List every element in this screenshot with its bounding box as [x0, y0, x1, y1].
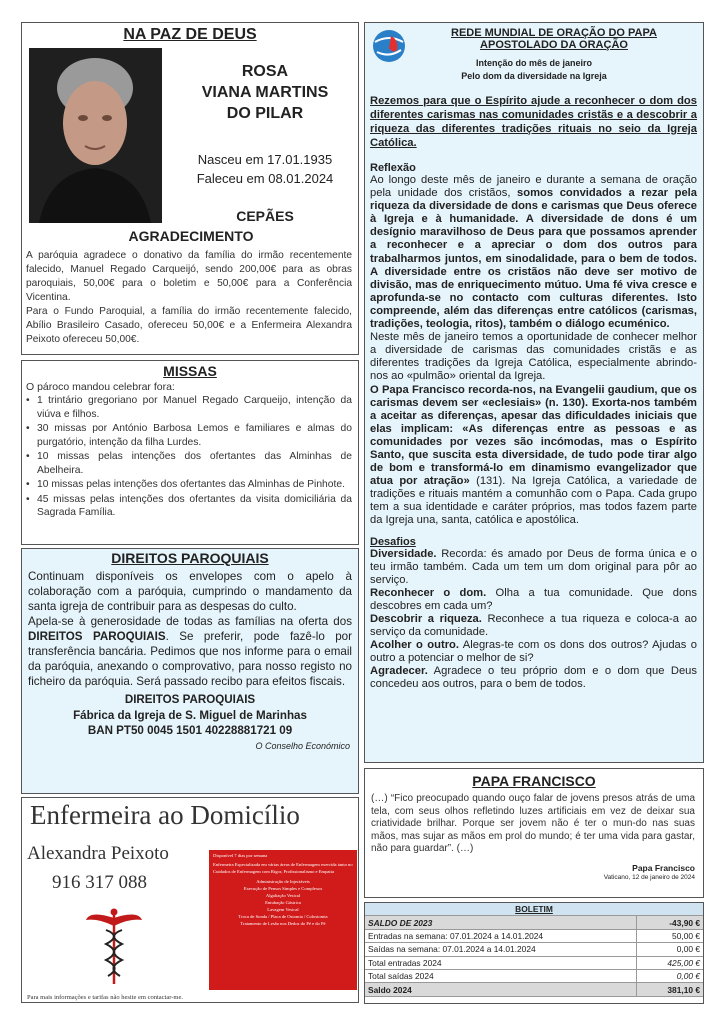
row-label: SALDO DE 2023 [365, 916, 637, 929]
row-label: Total entradas 2024 [365, 956, 637, 969]
obituary-panel [21, 22, 359, 355]
prayer-network-panel [364, 22, 704, 763]
table-row [365, 943, 703, 956]
table-row [365, 929, 703, 942]
service-line: Disponível 7 dias por semana [213, 853, 268, 858]
missas-list [26, 394, 352, 520]
reflexao-paragraph-3: O Papa Francisco recorda-nos, na Evangelii gaudium, que os carismas devem ser «eclesiais» (n. 130). Exorta-nos também a aceitar as diferenças, apesar das dificuldades iniciais que elas implicam: «As diferenças entre as pessoas e as comunidades por vezes são incómodas, mas o Espírito Santo, que suscita esta diversidade, de tudo pode tirar algo de bom e transformá-lo em dinamismo evangelizador que atua por atração» (131). Na Igreja Católica, a variedade de tradições e rituais mantém a comunhão com o Papa. Cada grupo tem a sua identidade e caráter próprios, mas todos fazem parte da Igreja una, santa, católica e apostólica. [370, 383, 698, 527]
dates [170, 150, 360, 188]
reflexao-paragraph-2: Neste mês de janeiro temos a oportunidade de conhecer melhor a diversidade de carismas das comunidades cristãs e as diferentes tradições da Igreja Católica, especialmente abrindo-nos ao «pulmão» oriental da Igreja. [370, 331, 697, 383]
direitos-title: DIREITOS PAROQUIAIS [111, 550, 269, 566]
deceased-name [170, 61, 360, 124]
service-line: Lavagem Vesical [267, 907, 299, 912]
title-line-2: APOSTOLADO DA ORAÇÃO [480, 39, 628, 51]
table-header [365, 903, 703, 916]
subtitle-line-1: Intenção do mês de janeiro [475, 58, 593, 68]
prayer-intention: Rezemos para que o Espírito ajude a reconhecer o dom dos diferentes carismas nas comunidades cristãs e a descobrir a riqueza das diferentes tradições rituais no seio da Igreja Católica. [370, 95, 697, 149]
subtitle-line-2: Pelo dom da diversidade na Igreja [461, 71, 607, 81]
desafio-item: Agradecer. Agradece o teu próprio dom e o dom que Deus concedeu aos outros, para o bem de todos. [370, 665, 697, 691]
globe-logo-icon [369, 28, 409, 64]
thanks-title: AGRADECIMENTO [128, 228, 254, 244]
thanks-paragraph-1: A paróquia agradece o donativo da família do irmão recentemente falecido, Manuel Regado Carqueijó, sendo 200,00€ para as obras paroquiais, 50,00€ para o boletim e 50,00€ para a Conferência Vicentina. [26, 250, 352, 303]
row-value: 425,00 € [637, 956, 704, 969]
name-line-2: VIANA MARTINS [201, 84, 329, 101]
row-value: 381,10 € [637, 983, 704, 996]
died-date: Faleceu em 08.01.2024 [196, 171, 334, 186]
ad-heading: Enfermeira ao Domicílio [30, 800, 300, 830]
direitos-panel [21, 548, 359, 794]
row-value: 0,00 € [637, 969, 704, 982]
table-row [365, 969, 703, 982]
row-label: Entradas na semana: 07.01.2024 a 14.01.2024 [365, 929, 637, 942]
bank-details [22, 692, 358, 739]
list-item: • 1 trintário gregoriano por Manuel Regado Carqueijo, intenção da viúva e filhos. [26, 395, 352, 420]
list-item: • 10 missas pelas intenções dos ofertantes das Alminhas de Abelheira. [26, 451, 352, 476]
list-item: • 45 missas pelas intenções dos ofertantes da visita domiciliária da Sagrada Família. [26, 493, 352, 518]
row-label: Saldo 2024 [365, 983, 637, 996]
service-line: Administração de Injectáveis [256, 879, 310, 884]
thanks-paragraph-2: Para o Fundo Paroquial, a família do irmão recentemente falecido, Abílio Brasileiro Casado, ofereceu 50,00€ e a Enfermeira Alexandra Peixoto ofereceu 50,00€. [26, 306, 352, 345]
services-box [209, 850, 357, 990]
desafios-title: Desafios [370, 535, 416, 548]
direitos-paragraph-2: Apela-se à generosidade de todas as famílias na oferta dos DIREITOS PAROQUIAIS. Se preferir, pode fazê-lo por transferência bancária. Pedimos que nos informe para o email da paróquia, anexando o comprovativo, para nosso registo no ficheiro da paróquia. Será passado recibo para efeitos fiscais. [28, 615, 352, 688]
reflexao-paragraph-1: Ao longo deste mês de janeiro e durante a semana de oração pela unidade dos cristãos, somos convidados a rezar pela riqueza da diversidade de dons e carismas que Deus oferece à Igreja e à humanidade. A diversidade de dons é um desígnio maravilhoso de Deus para que possamos aprender a reconhecer e a apreciar o dom dos outros para trabalharmos juntos, em sinodalidade, para o bem de todos. A diversidade entre os cristãos não deve ser motivo de divisão, mas de enriquecimento mútuo. Uma fé viva cresce e aprofunda-se no contacto com culturas diferentes. Isto compreende, além das diferenças entre católicos (carismas, tradições, teologia, ritos), também o diálogo ecuménico. [370, 174, 698, 331]
desafios-text [370, 548, 697, 692]
direitos-signature: O Conselho Económico [255, 740, 350, 751]
direitos-text [28, 569, 352, 689]
intention-subtitle [365, 57, 703, 83]
row-label: Saídas na semana: 07.01.2024 a 14.01.2024 [365, 943, 637, 956]
portrait-photo [29, 48, 162, 223]
caduceus-icon [84, 906, 144, 986]
direitos-paragraph-1: Continuam disponíveis os envelopes com o apelo à colaboração com a paróquia, cumprindo o mandamento da santa igreja de contribuir para as despesas do culto. [28, 570, 352, 613]
service-line: Entubação Gástrica [265, 900, 301, 905]
pope-date: Vaticano, 12 de janeiro de 2024 [603, 873, 695, 881]
title-line-1: REDE MUNDIAL DE ORAÇÃO DO PAPA [451, 27, 657, 39]
service-line: Troca de Sonda / Placa de Ostomia / Colostomia [238, 914, 328, 919]
service-line: Enfermeira Especializada em várias áreas de Enfermagem exercida tanto no Cuidados de Enfermagem com Rigor, Profissionalismo e Empatia [213, 862, 353, 874]
bank-holder: Fábrica da Igreja de S. Miguel de Marinhas [73, 708, 307, 722]
desafio-item: Reconhecer o dom. Olha a tua comunidade. Que dons descobres em cada um? [370, 586, 697, 612]
ad-name: Alexandra Peixoto [27, 843, 169, 864]
pope-title: PAPA FRANCISCO [472, 773, 596, 789]
bank-title: DIREITOS PAROQUIAIS [124, 693, 256, 706]
table-row [365, 916, 703, 929]
table-row [365, 956, 703, 969]
ad-phone: 916 317 088 [52, 872, 147, 893]
bank-iban: BAN PT50 0045 1501 40228881721 09 [87, 724, 293, 737]
missas-title: MISSAS [163, 363, 217, 379]
nurse-advert [21, 797, 359, 1003]
row-label: Total saídas 2024 [365, 969, 637, 982]
missas-panel [21, 360, 359, 545]
pope-quote-panel [364, 768, 704, 898]
missas-intro: O pároco mandou celebrar fora: [26, 381, 175, 393]
pope-attribution: Papa Francisco [632, 862, 695, 873]
obituary-title: NA PAZ DE DEUS [123, 26, 257, 43]
place: CEPÃES [236, 208, 294, 224]
reflexao-text [370, 174, 697, 528]
boletim-title: BOLETIM [365, 903, 703, 916]
boletim-panel [364, 902, 704, 1004]
row-value: 0,00 € [637, 943, 704, 956]
list-item: • 30 missas por António Barbosa Lemos e familiares e almas do purgatório, intenção da filha Lurdes. [26, 423, 352, 448]
reflexao-title: Reflexão [370, 162, 416, 174]
desafio-item: Diversidade. Recorda: és amado por Deus de forma única e o teu irmão também. Cada um tem um dom original para pôr ao serviço. [370, 547, 697, 586]
prayer-network-title [405, 27, 703, 51]
born-date: Nasceu em 17.01.1935 [197, 152, 333, 167]
row-value: -43,90 € [637, 916, 704, 929]
service-line: Execução de Pensos Simples e Complexos [243, 886, 323, 891]
name-line-3: DO PILAR [226, 105, 304, 122]
desafio-item: Descobrir a riqueza. Reconhece a tua riqueza e coloca-a ao serviço da comunidade. [370, 613, 697, 639]
pope-quote: (…) “Fico preocupado quando ouço falar de jovens presos atrás de uma tela, com seus olhos refletindo luzes artificiais em vez de deixar sua criatividade brilhar. Porque ser jovem não é ter o mun-do nas suas mãos, mas sujar as mãos em prol do mundo; é ter uma vida para gastar, não para guardar”. (…) [371, 793, 695, 854]
service-line: Tratamento de Lesão nos Dedos do Pé e do Pé [240, 921, 326, 926]
service-line: Algaliação Vesical [265, 893, 301, 898]
desafio-item: Acolher o outro. Alegras-te com os dons dos outros? Ajudas o outro a potenciar o melhor de si? [370, 639, 697, 665]
boletim-table [365, 903, 703, 997]
row-value: 50,00 € [637, 929, 704, 942]
thanks-text [26, 249, 352, 347]
table-row [365, 983, 703, 996]
ad-footer: Para mais informações e tarifas não hesite em contactar-me. [27, 994, 183, 1001]
name-line-1: ROSA [241, 63, 289, 80]
list-item: • 10 missas pelas intenções dos ofertantes das Alminhas de Pinhote. [26, 479, 345, 490]
